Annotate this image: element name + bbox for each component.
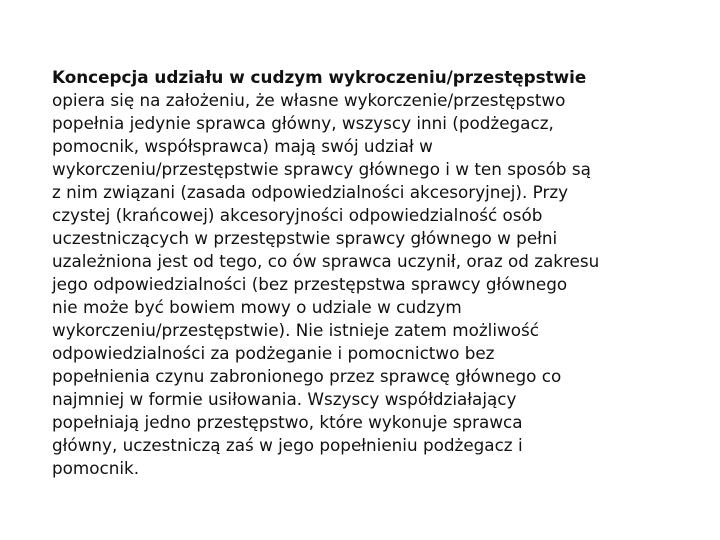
text-line: pomocnik.	[52, 458, 140, 478]
text-line: popełniają jedno przestępstwo, które wykonuje sprawca	[52, 412, 523, 432]
text-line: uczestniczących w przestępstwie sprawcy głównego w pełni	[52, 228, 558, 248]
text-line: opiera się na założeniu, że własne wykorczenie/przestępstwo	[52, 90, 566, 110]
text-line: czystej (krańcowej) akcesoryjności odpowiedzialność osób	[52, 205, 543, 225]
text-line: popełnia jedynie sprawca główny, wszyscy inni (podżegacz,	[52, 113, 554, 133]
text-line: odpowiedzialności za podżeganie i pomocnictwo bez	[52, 343, 495, 363]
body-text	[52, 66, 692, 480]
text-line: wykorczeniu/przestępstwie sprawcy głównego i w ten sposób są	[52, 159, 591, 179]
text-line: popełnienia czynu zabronionego przez sprawcę głównego co	[52, 366, 562, 386]
text-line: z nim związani (zasada odpowiedzialności akcesoryjnej). Przy	[52, 182, 569, 202]
text-line: jego odpowiedzialności (bez przestępstwa sprawcy głównego	[52, 274, 568, 294]
text-line: najmniej w formie usiłowania. Wszyscy współdziałający	[52, 389, 517, 409]
text-line-heading: Koncepcja udziału w cudzym wykroczeniu/przestępstwie	[52, 67, 587, 87]
text-line: główny, uczestniczą zaś w jego popełnieniu podżegacz i	[52, 435, 523, 455]
text-line: pomocnik, współsprawca) mają swój udział w	[52, 136, 433, 156]
text-line: wykorczeniu/przestępstwie). Nie istnieje zatem możliwość	[52, 320, 539, 340]
text-line: uzależniona jest od tego, co ów sprawca uczynił, oraz od zakresu	[52, 251, 600, 271]
text-line: nie może być bowiem mowy o udziale w cudzym	[52, 297, 462, 317]
